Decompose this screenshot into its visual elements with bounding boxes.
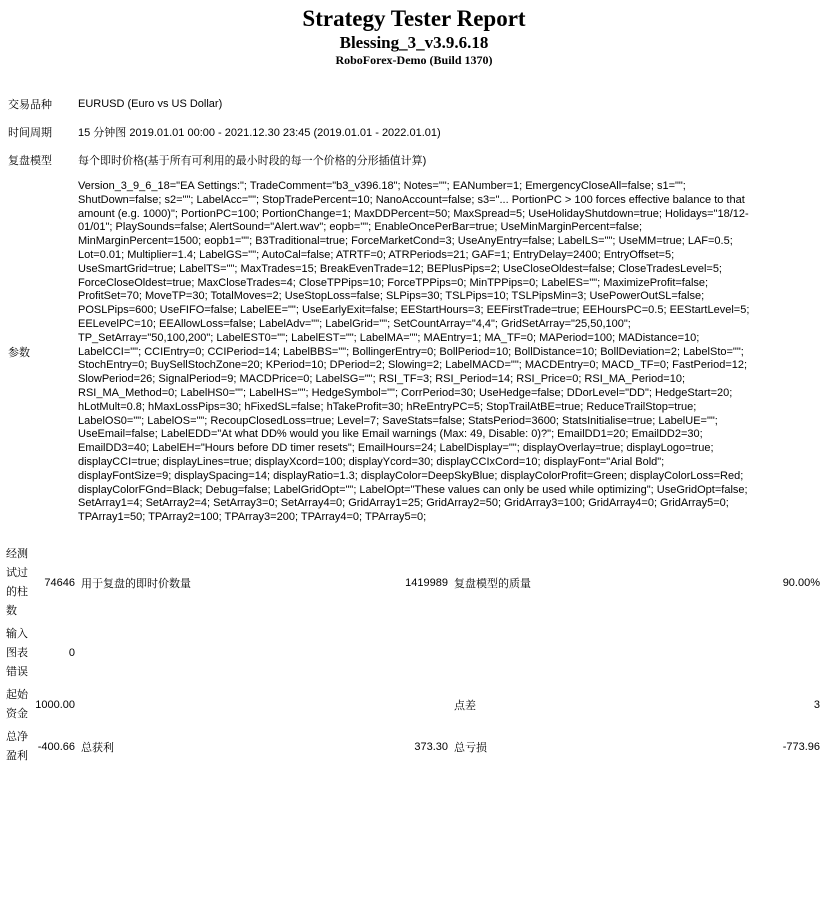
- total-net-profit-label: 总净盈利: [6, 730, 28, 762]
- param-line: Lot=0.01; Multiplier=1.4; LabelGS=""; AutoCal=false; ATRTF=0; ATRPeriods=21; GAF=1; EntryDelay=2400; EntryOffset=5;: [78, 248, 675, 261]
- empty-cell: [362, 686, 448, 724]
- param-line: EmailDD3=40; LabelEH="Hours before DD timer resets"; EmailHours=24; LabelDisplay=""; displayOverlay=true; displayLogo=true;: [78, 442, 714, 455]
- symbol-value: EURUSD (Euro vs US Dollar): [78, 98, 223, 110]
- symbol-label: 交易品种: [8, 99, 52, 111]
- bars-in-test-label: 经测试过的柱数: [6, 547, 28, 617]
- param-line: RSI_MA_Method=0; LabelHS0=""; LabelHS=""; HedgeSymbol=""; CorrPeriod=30; UseHedge=false; DDorLevel="DD"; HedgeStart=20;: [78, 386, 733, 399]
- bars-in-test-row: [6, 545, 820, 621]
- param-line: MinMarginPercent=1500; eopb1=""; B3Traditional=true; ForceMarketCond=3; UseAnyEntry=false; LabelLS=""; UseMM=true; LAF=0.5;: [78, 235, 733, 248]
- gross-profit-label: 总获利: [81, 741, 114, 754]
- param-line: LabelCCI=""; CCIEntry=0; CCIPeriod=14; LabelBBS=""; BollingerEntry=0; BollPeriod=10; BollDistance=10; BollDeviation=2; LabelSto="";: [78, 345, 744, 358]
- param-line: 01/01"; PlaySounds=false; AlertSound="Alert.wav"; eopb=""; EnableOncePerBar=true; UseMinMarginPercent=false;: [78, 221, 643, 234]
- initial-deposit-row: [6, 686, 820, 724]
- param-line: displayFontSize=9; displaySpacing=14; displayRatio=1.3; displayColor=DeepSkyBlue; displayColorProfit=Green; displayColorLoss=Red;: [78, 469, 744, 482]
- param-line: StochEntry=0; BuySellStochZone=20; KPeriod=10; DPeriod=2; Slowing=2; LabelMACD=""; MACDEntry=0; MACD_TF=0; FastPeriod=12;: [78, 359, 748, 372]
- server-build: RoboForex-Demo (Build 1370): [335, 53, 493, 67]
- period-row: [8, 118, 820, 146]
- param-line: UseEmail=false; LabelEDD="At what DD% would you like Email warnings (Max: 49, Disable: 0)?"; EmailDD1=20; EmailDD2=30;: [78, 428, 703, 441]
- symbol-row: [8, 90, 820, 118]
- mismatched-charts-errors-label: 输入图表错误: [6, 627, 28, 678]
- results-table: [6, 541, 820, 770]
- param-line: POSLPips=600; UseFIFO=false; LabelEE=""; UseEarlyExit=false; EEStartHours=3; EEFirstTrade=true; EEHoursPC=0.5; EEStartLevel=5;: [78, 304, 750, 317]
- param-line: displayCCI=true; displayLines=true; displayXcord=100; displayYcord=30; displayCCIxCord=10; displayFont="Arial Bold";: [78, 455, 665, 468]
- empty-cell: [634, 625, 820, 682]
- mismatched-charts-errors-row: [6, 625, 820, 682]
- param-line: TP_SetArray="50,100,200"; LabelEST0=""; LabelEST=""; LabelMA=""; MAEntry=1; MA_TF=0; MAPeriod=100; MADistance=10;: [78, 331, 700, 344]
- param-line: ForceCloseOldest=true; MaxCloseTrades=4; CloseTPPips=10; ForceTPPips=0; MinTPPips=0; LabelES=""; MaximizeProfit=false;: [78, 276, 709, 289]
- param-line: TPArray1=50; TPArray2=100; TPArray3=200; TPArray4=0; TPArray5=0;: [78, 511, 427, 524]
- empty-cell: [75, 625, 362, 682]
- mismatched-charts-errors-value: 0: [68, 647, 75, 660]
- model-value: 每个即时价格(基于所有可利用的最小时段的每一个价格的分形插值计算): [78, 155, 427, 167]
- param-line: SlowPeriod=26; SignalPeriod=9; MACDPrice=0; LabelSG=""; RSI_TF=3; RSI_Period=14; RSI_Price=0; RSI_MA_Period=10;: [78, 373, 686, 386]
- param-line: Version_3_9_6_18="EA Settings:"; TradeComment="b3_v396.18"; Notes=""; EANumber=1; EmergencyCloseAll=false; s1="";: [78, 180, 686, 192]
- param-line: LabelOS0=""; LabelOS=""; RecoupClosedLoss=true; Level=7; SaveStats=false; StatsPeriod=3600; StatsInitialise=true; LabelUE="";: [78, 414, 718, 427]
- bars-in-test-value: 74646: [44, 576, 75, 589]
- param-line: amount (e.g. 1000)"; PortionPC=100; PortionChange=1; MaxDDPercent=50; MaxSpread=5; UseHolidayShutdown=true; Holidays="18/12-: [78, 207, 749, 220]
- initial-deposit-label: 起始资金: [6, 688, 28, 720]
- model-label: 复盘模型: [8, 155, 52, 167]
- period-value: 15 分钟图 2019.01.01 00:00 - 2021.12.30 23:45 (2019.01.01 - 2022.01.01): [78, 127, 441, 139]
- empty-cell: [75, 686, 362, 724]
- gross-loss-value: -773.96: [782, 740, 820, 753]
- period-label: 时间周期: [8, 127, 52, 139]
- total-net-profit-row: [6, 728, 820, 766]
- spread-label: 点差: [454, 699, 476, 712]
- empty-cell: [448, 625, 634, 682]
- param-line: displayColorFGnd=Black; Debug=false; LabelGridOpt=""; LabelOpt="These values can only be used while optimizing"; UseGridOpt=false;: [78, 483, 748, 496]
- ea-name: Blessing_3_v3.9.6.18: [339, 33, 489, 52]
- gross-profit-value: 373.30: [414, 740, 448, 753]
- report-title: Strategy Tester Report: [302, 6, 526, 31]
- empty-cell: [362, 625, 448, 682]
- test-settings-table: [8, 90, 820, 531]
- spread-value: 3: [813, 698, 820, 711]
- param-line: hLotMult=0.8; hMaxLossPips=30; hFixedSL=false; hTakeProfit=30; hReEntryPC=5; StopTrailAtBE=true; ReduceTrailStop=true;: [78, 400, 697, 413]
- modelling-quality-label: 复盘模型的质量: [454, 577, 531, 590]
- modelling-quality-value: 90.00%: [782, 576, 820, 589]
- param-line: ProfitSet=70; MoveTP=30; TotalMoves=2; UseStopLoss=false; SLPips=30; TSLPips=10; TSLPipsMin=3; UsePowerOutSL=false;: [78, 290, 705, 303]
- param-line: ShutDown=false; s2=""; LabelAcc=""; StopTradePercent=10; NanoAccount=false; s3="... PortionPC > 100 forces effective balance to that: [78, 193, 745, 206]
- total-net-profit-value: -400.66: [37, 740, 75, 753]
- parameters-block: [78, 174, 820, 531]
- ticks-modelled-value: 1419989: [405, 576, 448, 589]
- param-line: SetArray1=4; SetArray2=4; SetArray3=0; SetArray4=0; GridArray1=25; GridArray2=50; GridArray3=100; GridArray4=0; GridArray5=0;: [78, 497, 729, 510]
- parameters-label: 参数: [8, 347, 30, 360]
- report-header: [0, 0, 828, 68]
- param-line: UseSmartGrid=true; LabelTS=""; MaxTrades=15; BreakEvenTrade=12; BEPlusPips=2; UseCloseOldest=false; CloseTradesLevel=5;: [78, 262, 722, 275]
- parameters-row: [8, 174, 820, 531]
- gross-loss-label: 总亏损: [454, 741, 487, 754]
- param-line: EELevelPC=10; EEAllowLoss=false; LabelAdv=""; LabelGrid=""; SetCountArray="4,4"; GridSetArray="25,50,100";: [78, 317, 631, 330]
- ticks-modelled-label: 用于复盘的即时价数量: [81, 577, 191, 590]
- model-row: [8, 146, 820, 174]
- initial-deposit-value: 1000.00: [35, 698, 75, 711]
